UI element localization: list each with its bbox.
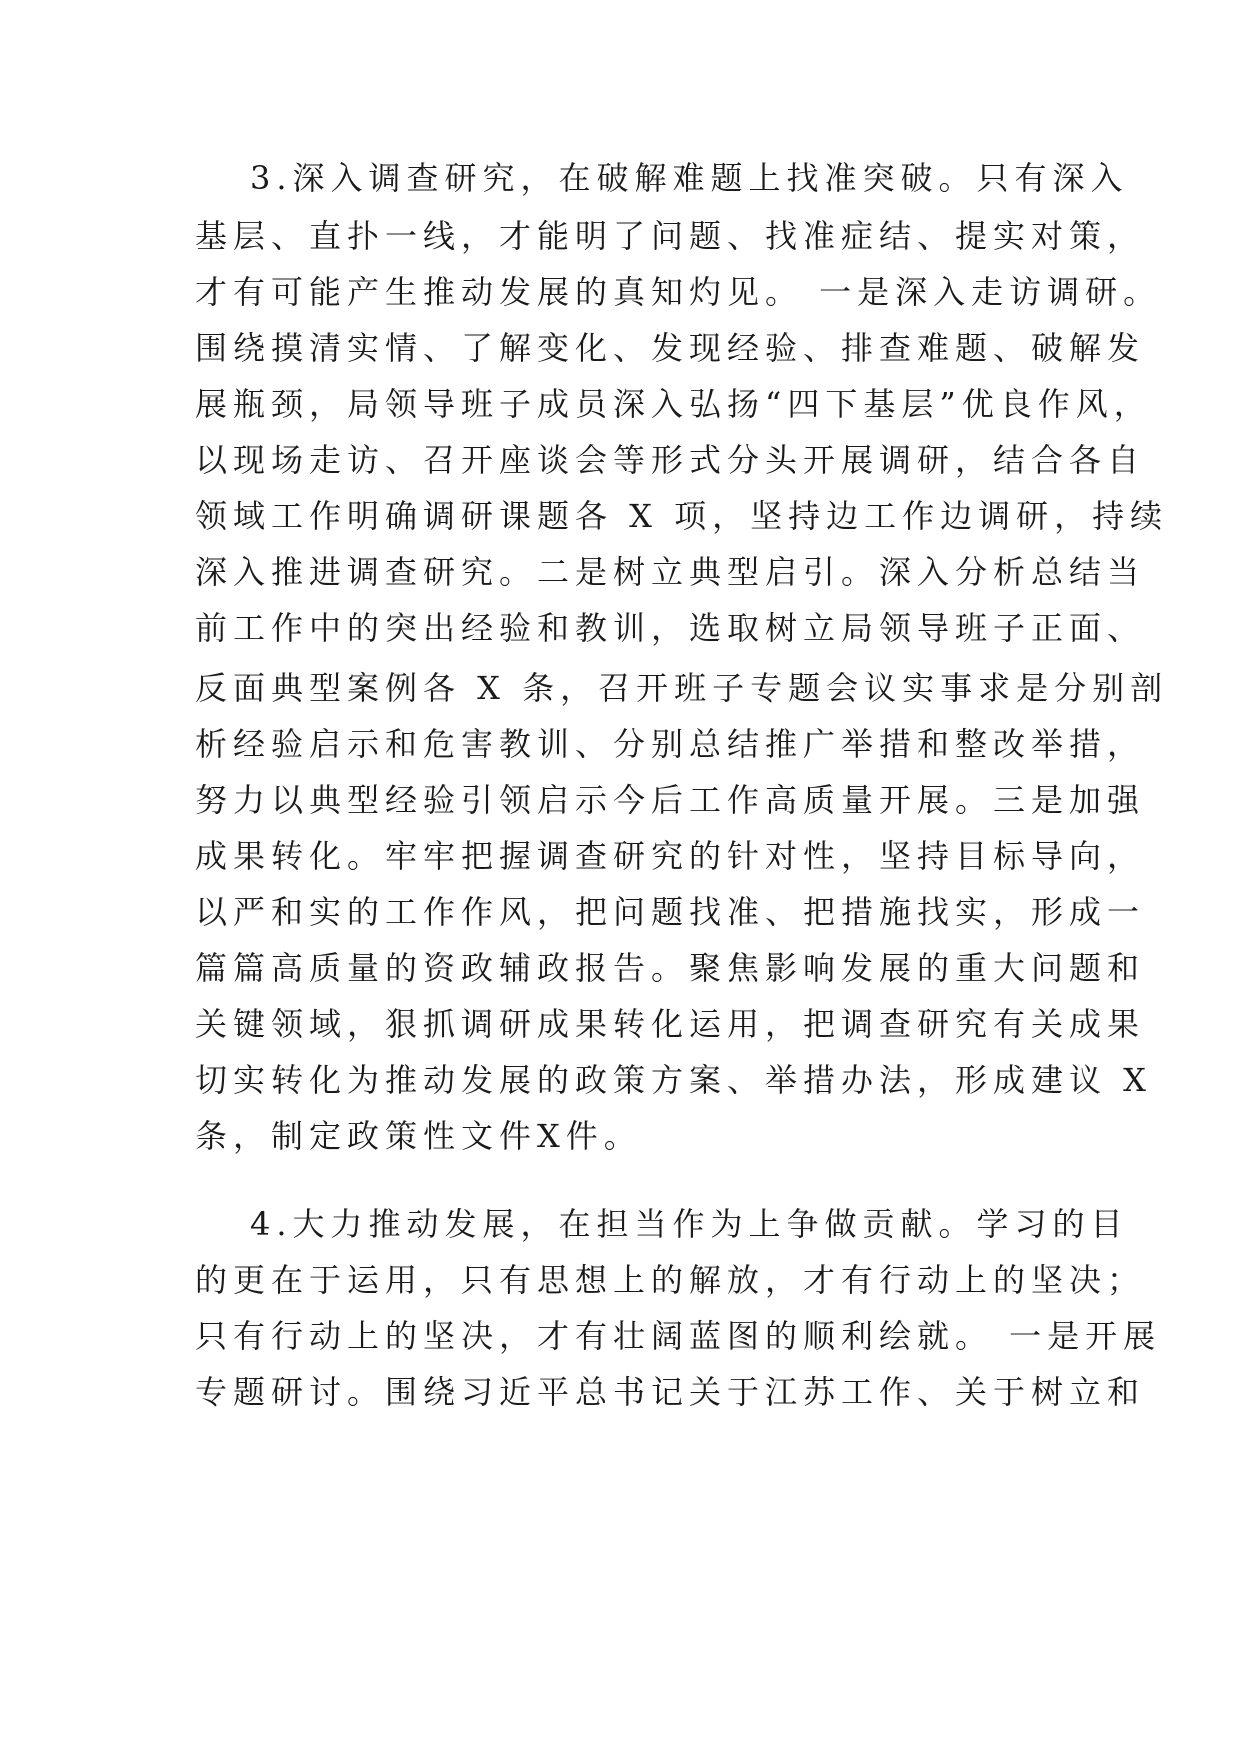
text-line: 展瓶颈，局领导班子成员深入弘扬“四下基层”优良作风， bbox=[195, 385, 1152, 423]
text-line: 前工作中的突出经验和教训，选取树立局领导班子正面、 bbox=[195, 609, 1146, 647]
text-line: 专题研讨。围绕习近平总书记关于江苏工作、关于树立和 bbox=[195, 1373, 1146, 1411]
text-line: 围绕摸清实情、了解变化、发现经验、排查难题、破解发 bbox=[195, 329, 1146, 367]
text-line: 以现场走访、召开座谈会等形式分头开展调研，结合各自 bbox=[195, 441, 1146, 479]
text-line: 努力以典型经验引领启示今后工作高质量开展。三是加强 bbox=[195, 781, 1146, 819]
text-line: 基层、直扑一线，才能明了问题、找准症结、提实对策， bbox=[195, 217, 1146, 255]
text-line: 成果转化。牢牢把握调查研究的针对性，坚持目标导向， bbox=[195, 837, 1146, 875]
text-line: 以严和实的工作作风，把问题找准、把措施找实，形成一 bbox=[195, 893, 1146, 931]
text-line: 篇篇高质量的资政辅政报告。聚焦影响发展的重大问题和 bbox=[195, 949, 1146, 987]
text-line: 条，制定政策性文件X件。 bbox=[195, 1117, 642, 1155]
text-line: 析经验启示和危害教训、分别总结推广举措和整改举措， bbox=[195, 725, 1146, 763]
text-line: 只有行动上的坚决，才有壮阔蓝图的顺利绘就。 一是开展 bbox=[195, 1317, 1162, 1355]
text-line: 反面典型案例各 X 条，召开班子专题会议实事求是分别剖 bbox=[195, 669, 1169, 707]
text-line: 的更在于运用，只有思想上的解放，才有行动上的坚决； bbox=[195, 1261, 1146, 1299]
text-line: 4.大力推动发展，在担当作为上争做贡献。学习的目 bbox=[250, 1205, 1129, 1243]
text-line: 关键领域，狠抓调研成果转化运用，把调查研究有关成果 bbox=[195, 1005, 1146, 1043]
text-line: 领域工作明确调研课题各 X 项，坚持边工作边调研，持续 bbox=[195, 497, 1169, 535]
text-line: 切实转化为推动发展的政策方案、举措办法，形成建议 X bbox=[195, 1061, 1152, 1099]
text-line: 3.深入调查研究，在破解难题上找准突破。只有深入 bbox=[250, 159, 1129, 197]
text-line: 才有可能产生推动发展的真知灼见。 一是深入走访调研。 bbox=[195, 273, 1162, 311]
text-line: 深入推进调查研究。二是树立典型启引。深入分析总结当 bbox=[195, 553, 1146, 591]
